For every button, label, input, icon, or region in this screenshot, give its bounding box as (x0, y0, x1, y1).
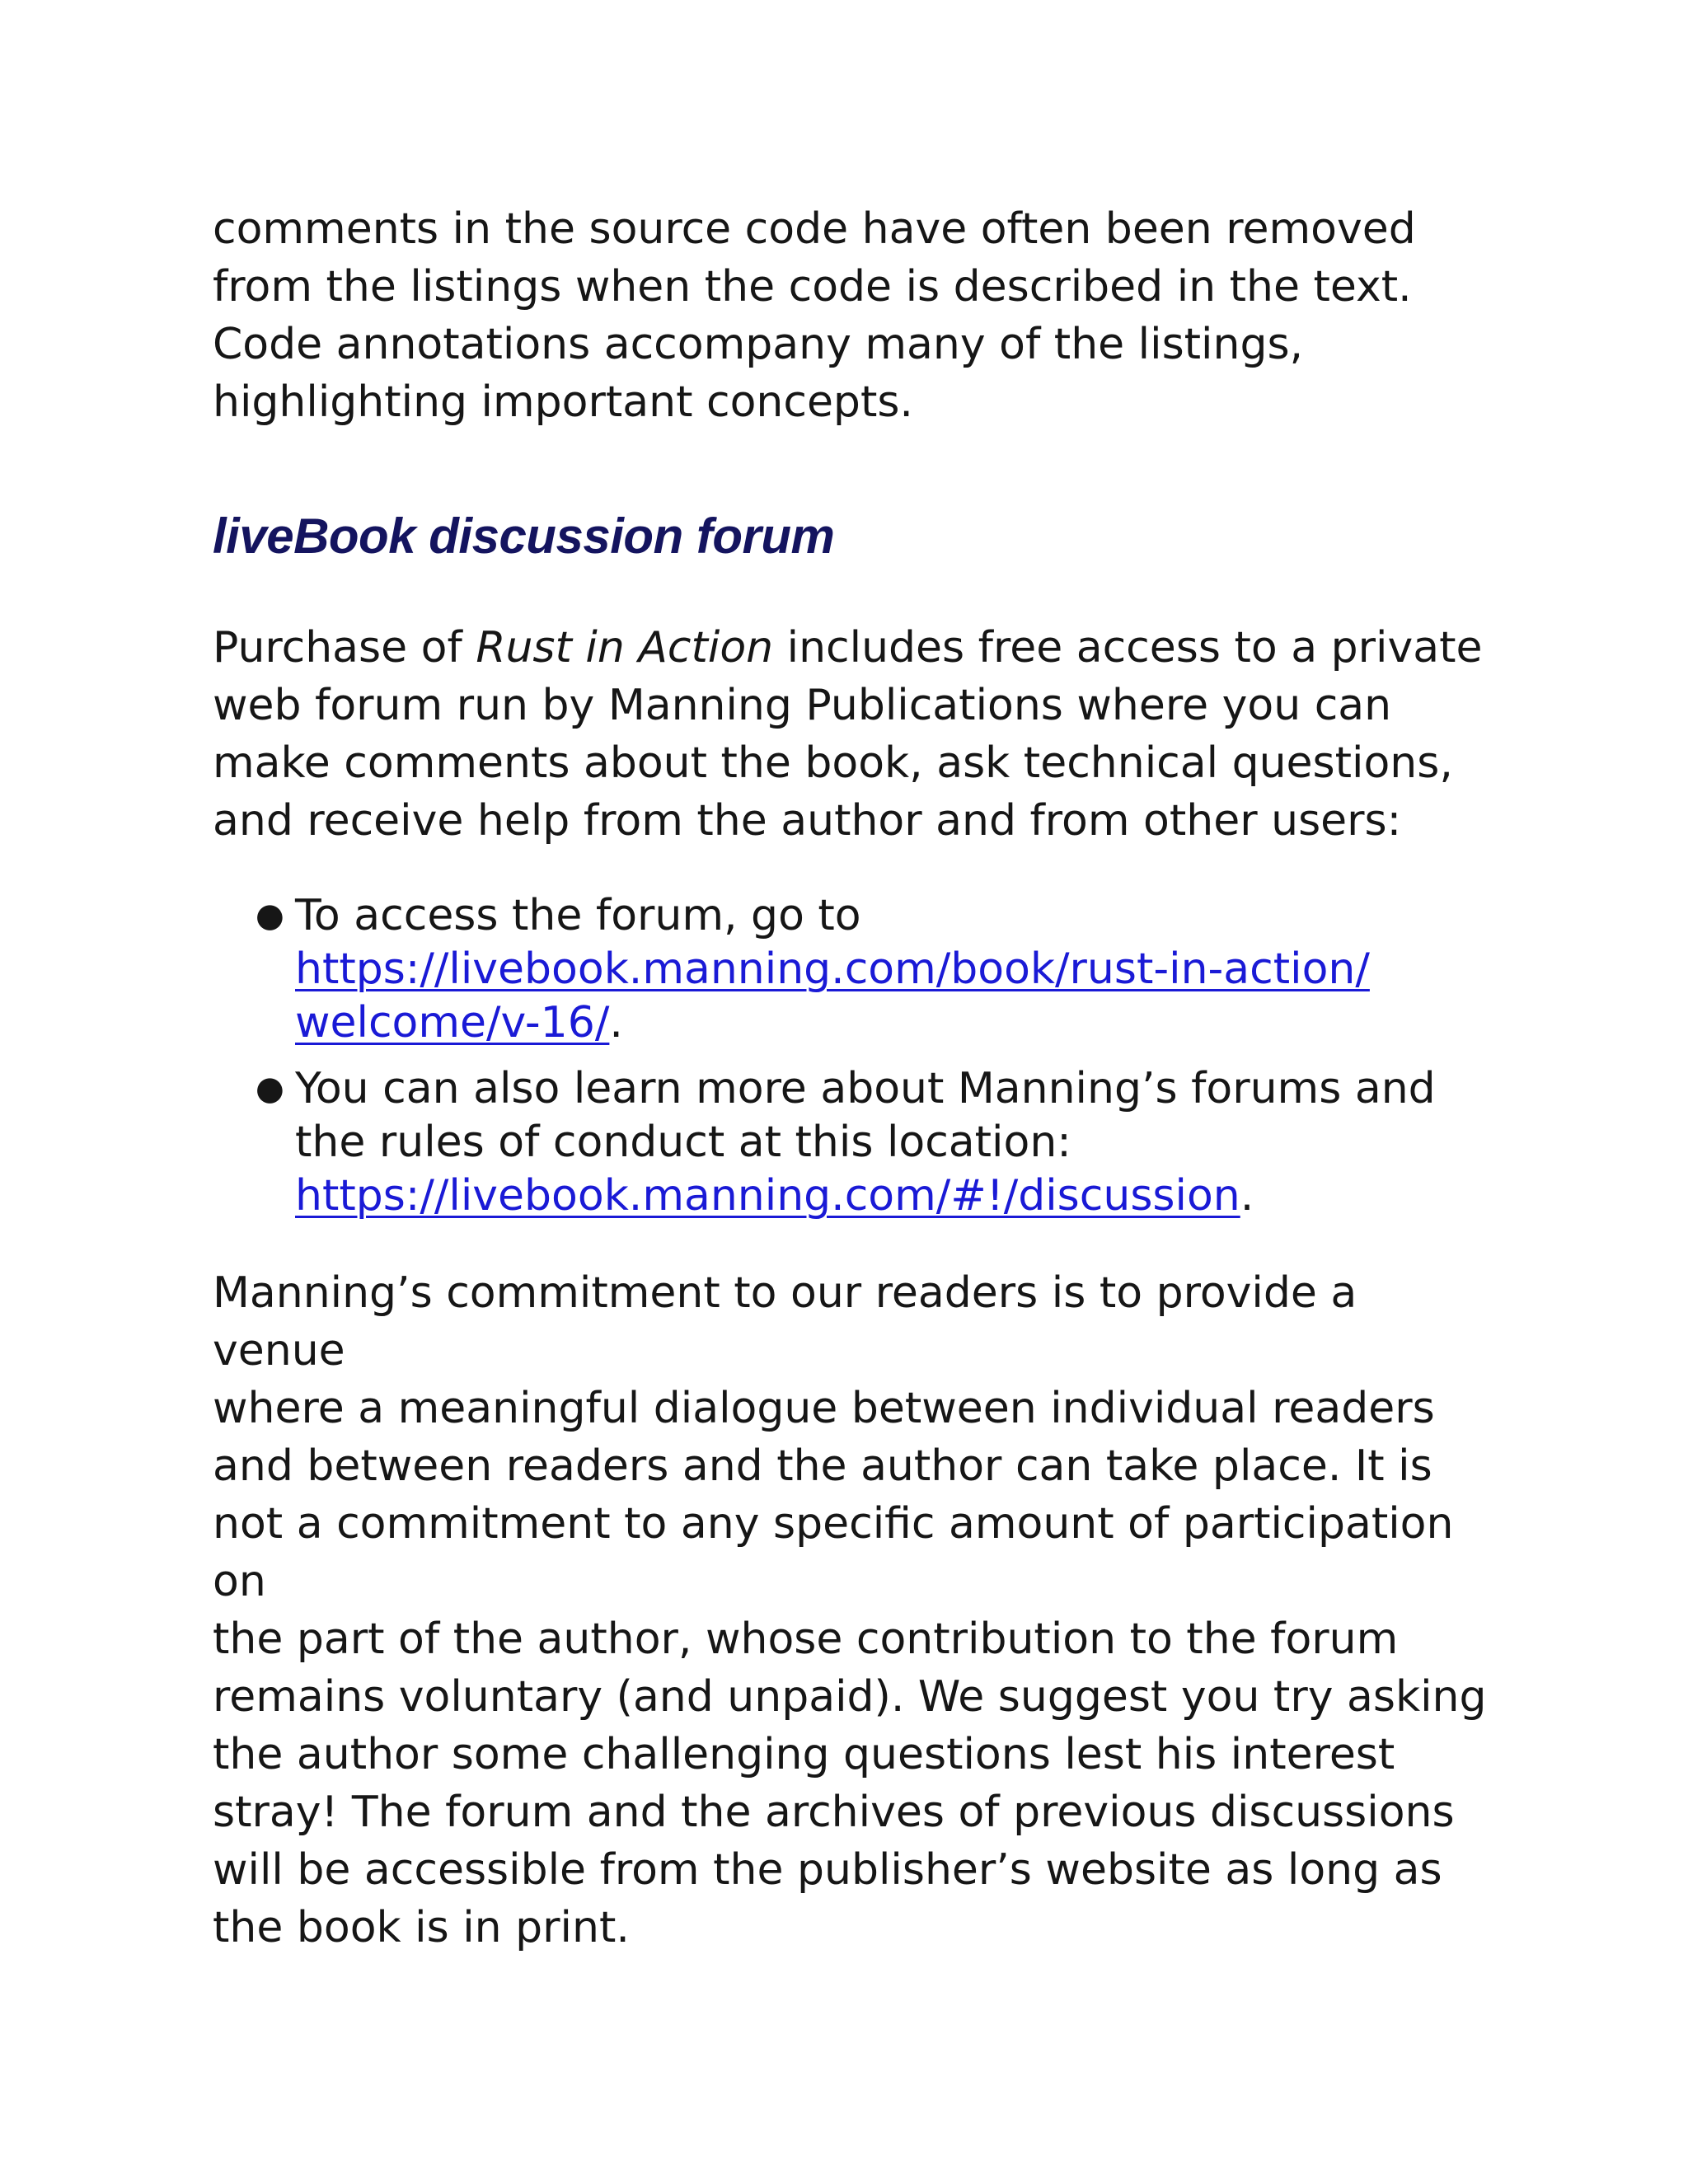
forum-links-list (213, 889, 1498, 1223)
commitment-paragraph: Manning’s commitment to our readers is to provide a venue where a meaningful dialogue between individual readers and between readers and the author can take place. It is not a commitment to any specific amount of participation on the part of the author, whose contribution to the forum remains voluntary (and unpaid). We suggest you try asking the author some challenging questions lest his interest stray! The forum and the archives of previous discussions will be accessible from the publisher’s website as long as the book is in print. (213, 1268, 1487, 1952)
forum-link-line1: https://livebook.manning.com/book/rust-in-action/ (295, 944, 1370, 994)
section-heading: liveBook discussion forum (213, 509, 835, 564)
bullet-period: . (609, 998, 623, 1047)
book-title: Rust in Action (476, 623, 774, 673)
purchase-suffix: includes free access to a private web forum run by Manning Publications where you can make comments about the book, ask technical questions, and receive help from the author and from other users: (213, 623, 1483, 846)
purchase-paragraph (213, 619, 1498, 850)
document-page (213, 200, 1498, 1957)
list-item (256, 889, 1498, 1050)
list-item (256, 1062, 1498, 1223)
bullet-text: To access the forum, go to (295, 891, 861, 940)
forum-link[interactable] (295, 944, 1370, 1047)
discussion-link[interactable]: https://livebook.manning.com/#!/discussion (295, 1171, 1240, 1221)
bullet-period: . (1240, 1171, 1254, 1221)
bullet-text: You can also learn more about Manning’s forums and the rules of conduct at this location: (295, 1064, 1436, 1167)
purchase-prefix: Purchase of (213, 623, 476, 673)
forum-link-line2: welcome/v-16/ (295, 998, 610, 1047)
intro-paragraph: comments in the source code have often been removed from the listings when the code is described in the text. Code annotations accompany many of the listings, highlighting important concepts. (213, 204, 1416, 427)
bullet-icon: ● (256, 897, 284, 935)
bullet-icon: ● (256, 1070, 284, 1108)
